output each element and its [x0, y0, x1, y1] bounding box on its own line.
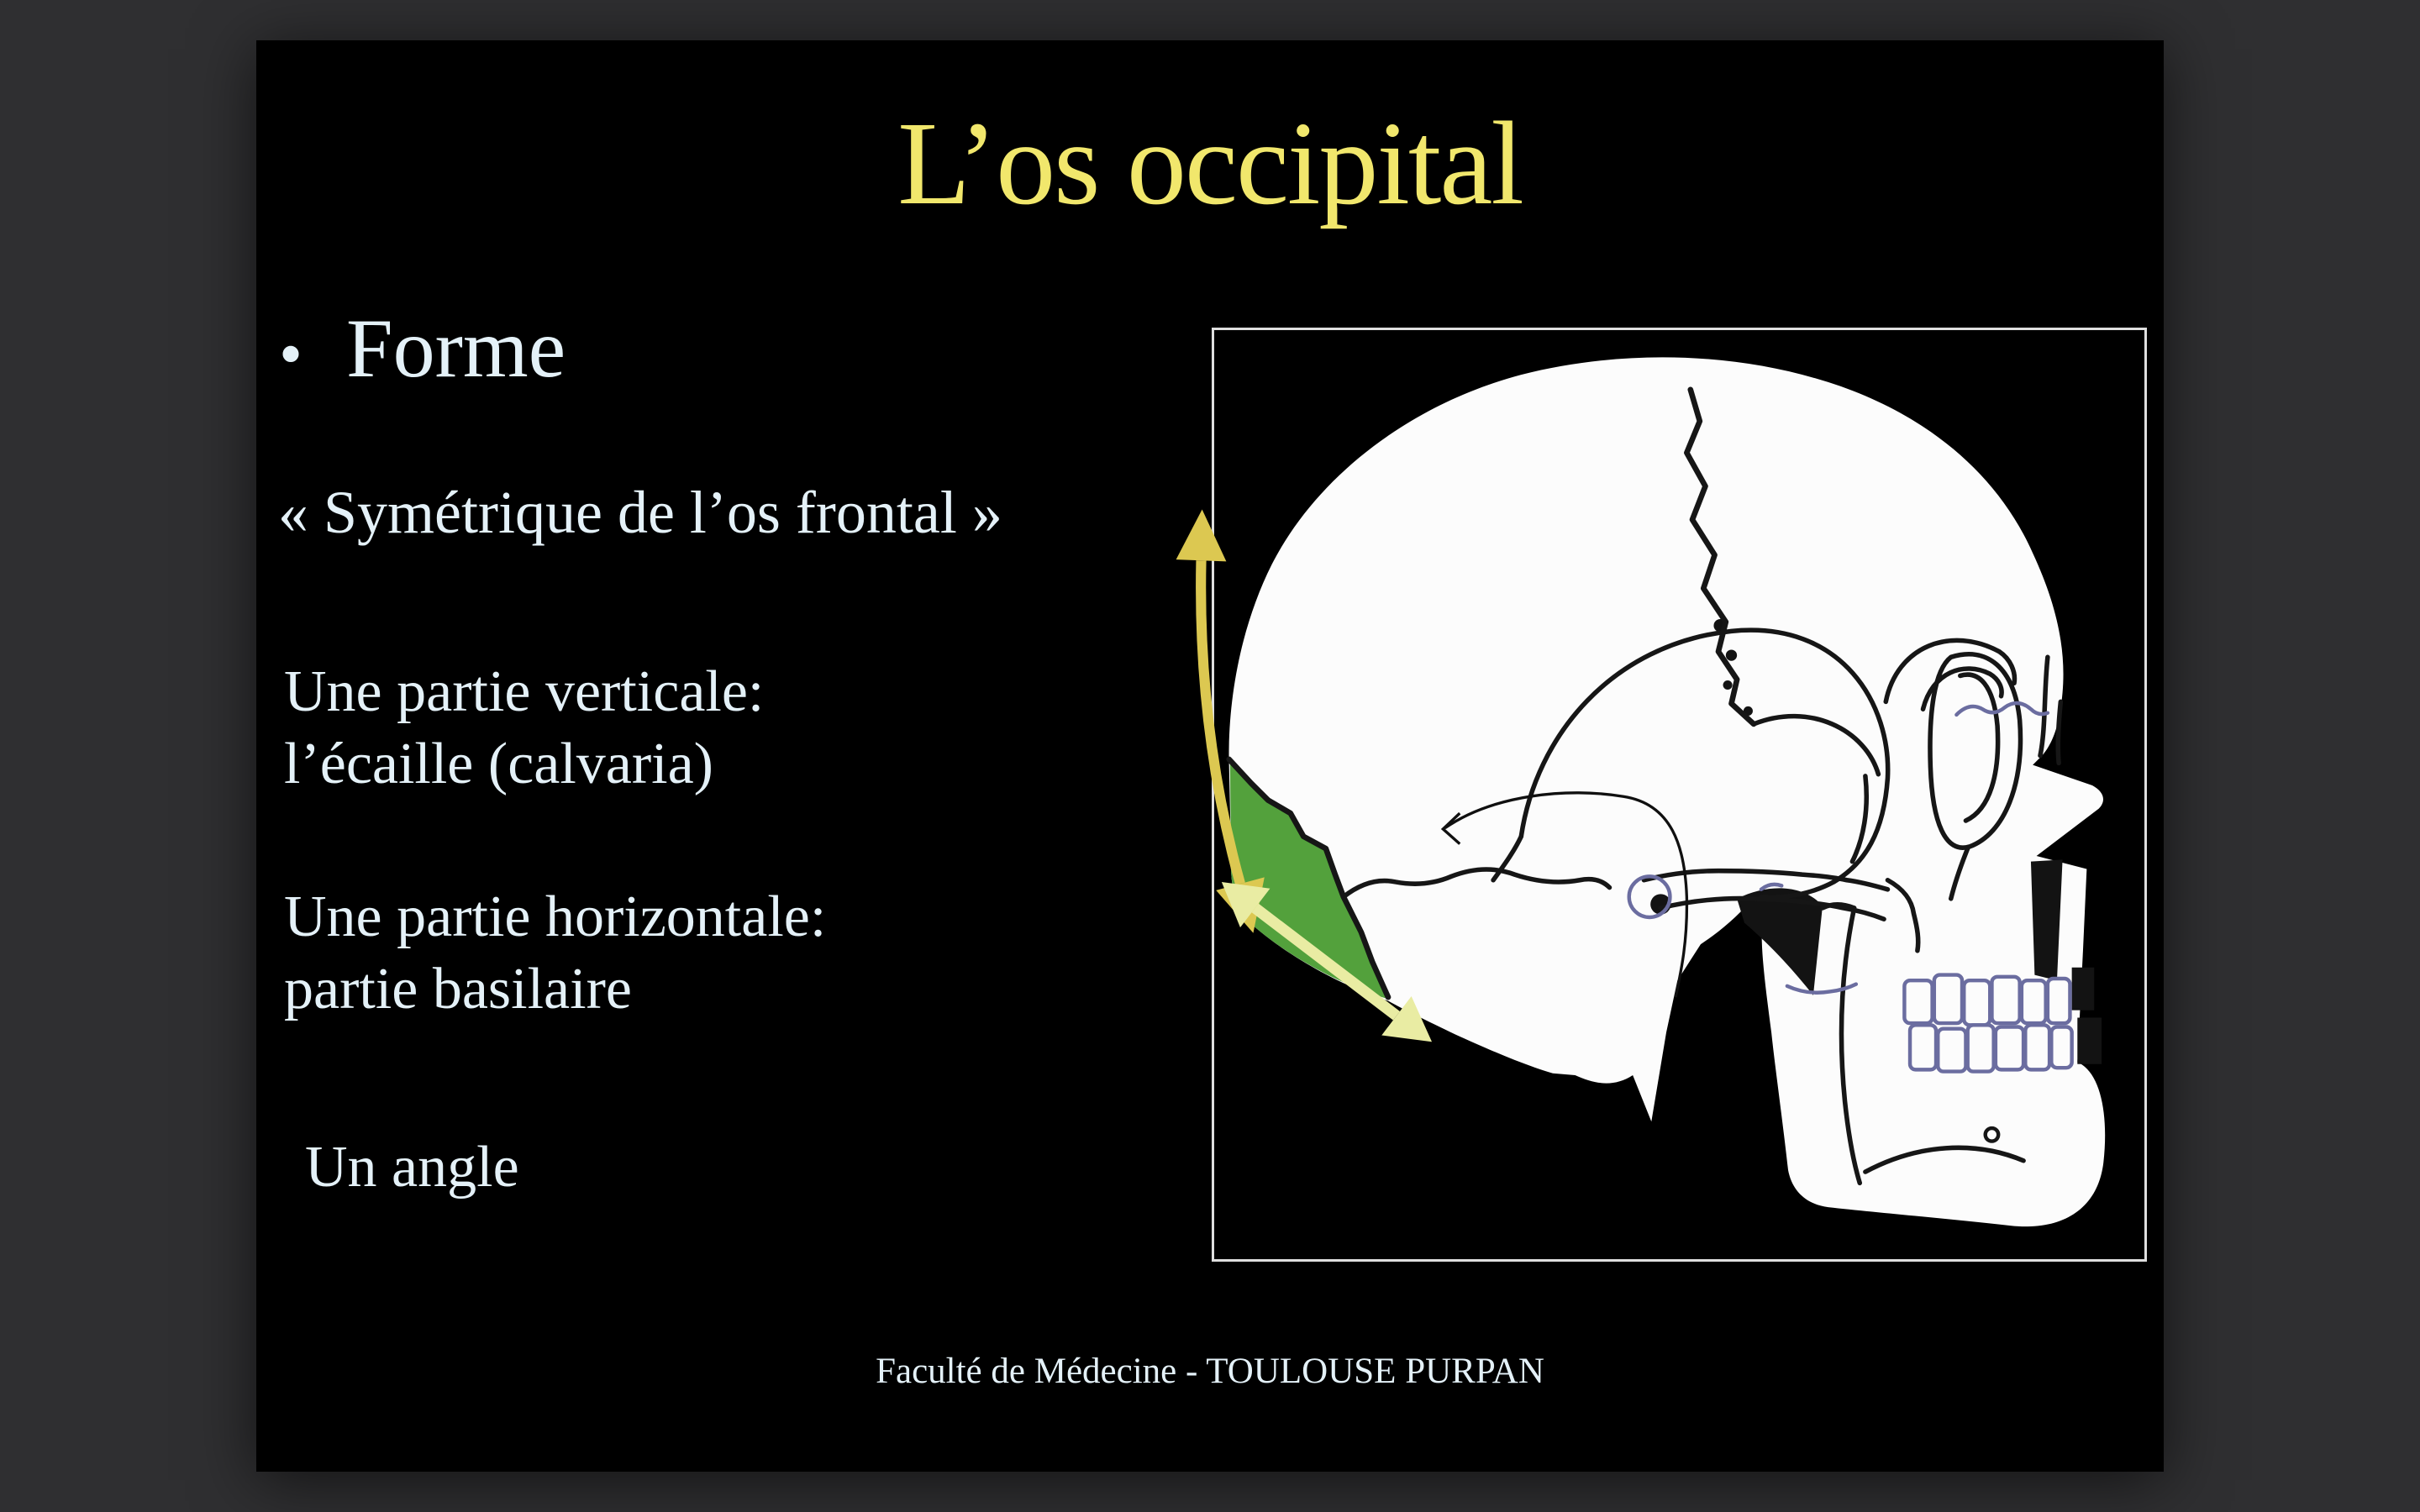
point-vertical-part	[284, 656, 764, 801]
point-line: l’écaille (calvaria)	[284, 732, 713, 797]
teeth-row-upper	[1904, 975, 2070, 1026]
teeth-row-lower	[1910, 1025, 2072, 1071]
presentation-slide	[256, 40, 2164, 1472]
slide-title: L’os occipital	[897, 97, 1523, 229]
maxilla-shadow	[2031, 859, 2063, 980]
arrow-up-head-icon	[1176, 509, 1227, 561]
point-line: partie basilaire	[284, 957, 632, 1022]
skull-figure-frame	[1212, 328, 2147, 1262]
suture-blot	[1726, 649, 1737, 660]
point-angle	[305, 1131, 519, 1204]
skull-silhouette	[1229, 357, 2106, 1226]
skull-diagram	[1214, 330, 2144, 1259]
point-horizontal-part	[284, 881, 826, 1026]
bullet-label-forme: Forme	[346, 302, 566, 395]
suture-blot	[1723, 680, 1733, 690]
footer-text: Faculté de Médecine - TOULOUSE PURPAN	[876, 1352, 1544, 1391]
point-line: Une partie horizontale:	[284, 885, 827, 949]
quote-line: « Symétrique de l’os frontal »	[278, 479, 1002, 546]
point-line: Un angle	[305, 1135, 519, 1200]
bullet-marker: •	[279, 318, 303, 391]
point-line: Une partie verticale:	[284, 659, 765, 724]
